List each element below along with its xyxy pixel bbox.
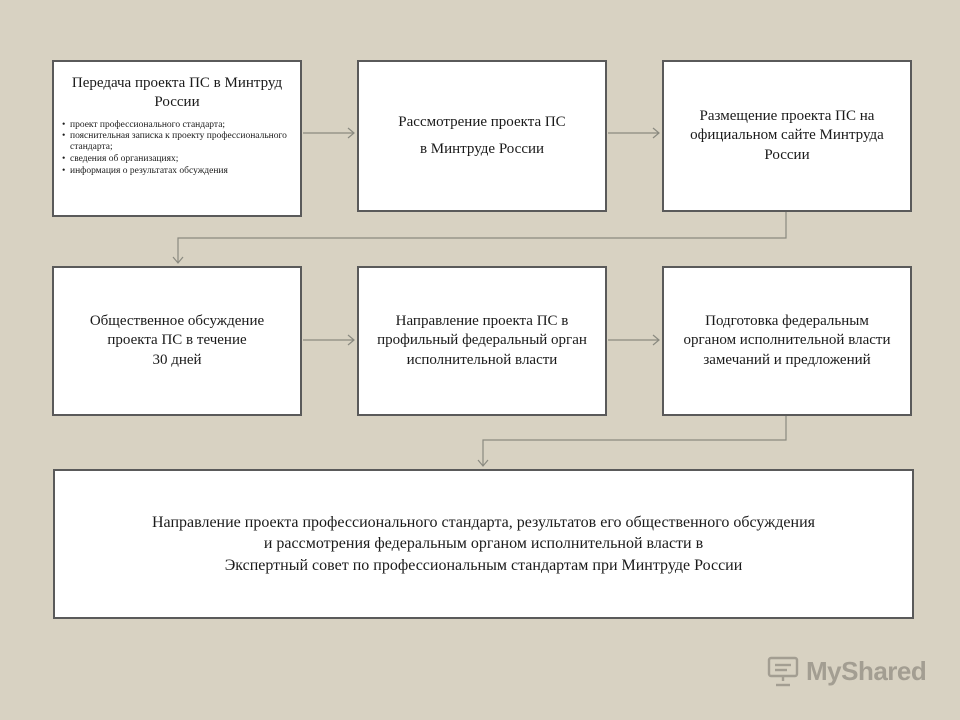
final-line-1: Направление проекта профессионального стандарта, результатов его общественного обсуждения: [152, 513, 815, 531]
arrow-remarks-to-final: [483, 416, 786, 466]
discussion-line-2: 30 дней: [152, 351, 202, 368]
arrow-publish-to-discussion: [178, 212, 786, 263]
submit-doc-item: • проект профессионального стандарта;: [62, 120, 294, 131]
box-review-in-mintrud: [357, 60, 607, 212]
review-line-2: в Минтруде России: [419, 141, 545, 157]
submit-doc-item: • пояснительная записка к проекту профессионального стандарта;: [62, 131, 294, 153]
submit-documents-list: [54, 120, 300, 179]
submit-doc-item: • сведения об организациях;: [62, 154, 294, 165]
final-line-3: Экспертный совет по профессиональным стандартам при Минтруде России: [224, 556, 743, 574]
myshared-watermark: [766, 654, 926, 688]
box-prepare-remarks: [662, 266, 912, 416]
publish-text: Размещение проекта ПС на официальном сайте Минтруда России: [690, 107, 884, 163]
submit-doc-item: • информация о результатах обсуждения: [62, 166, 294, 177]
box-public-discussion: [52, 266, 302, 416]
submit-title: Передача проекта ПС в Минтруд России: [71, 75, 283, 110]
discussion-line-1: Общественное обсуждение проекта ПС в течение: [89, 312, 265, 349]
review-line-1: Рассмотрение проекта ПС: [398, 113, 566, 130]
watermark-text: MyShared: [806, 655, 927, 686]
box-send-to-federal-body: [357, 266, 607, 416]
remarks-text: Подготовка федеральным органом исполнительной власти замечаний и предложений: [683, 312, 891, 368]
box-publish-on-site: [662, 60, 912, 212]
send-federal-text: Направление проекта ПС в профильный федеральный орган исполнительной власти: [377, 312, 587, 368]
presentation-board-icon: [766, 654, 800, 688]
box-send-to-expert-council: [53, 469, 914, 619]
final-line-2: и рассмотрения федеральным органом исполнительной власти в: [263, 535, 704, 553]
box-submit-to-mintrud: [52, 60, 302, 217]
